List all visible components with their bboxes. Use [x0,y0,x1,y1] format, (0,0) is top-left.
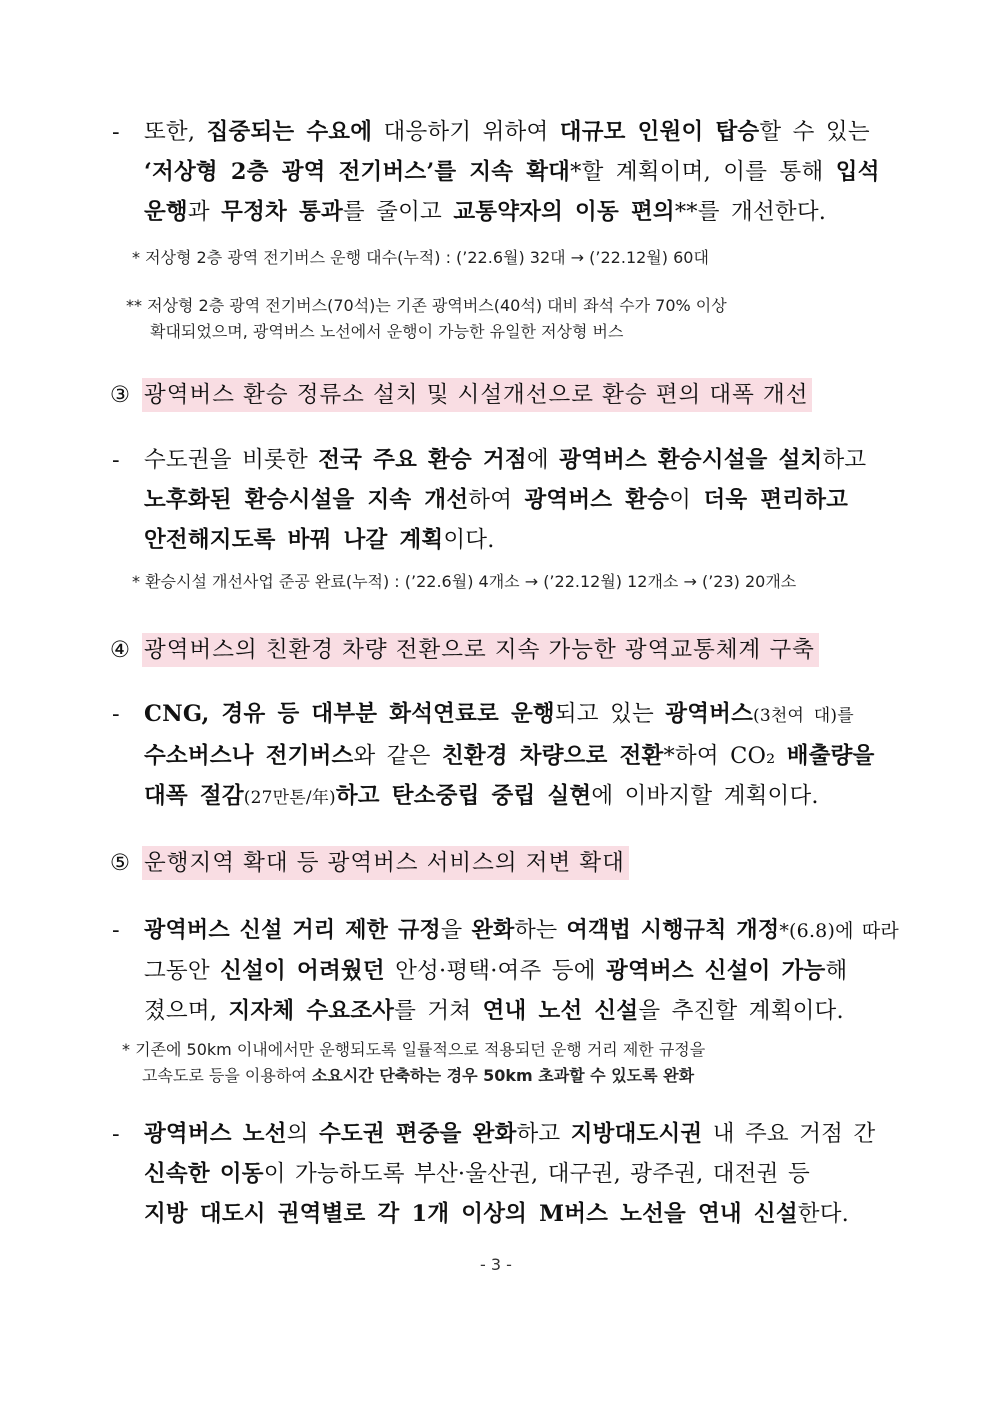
text-run: 하여 [468,487,525,513]
footnote-text: 확대되었으며, 광역버스 노선에서 운행이 가능한 유일한 저상형 버스 [150,322,624,341]
text-line [144,910,900,951]
text-line [144,736,900,776]
dash-bullet: - [112,917,120,943]
footnote-text: 기존에 50km 이내에서만 운행되도록 일률적으로 적용되던 운행 거리 제한 규정을 [135,1040,706,1059]
text-run: 한다. [797,1201,850,1227]
text-run-bold: 수도권 편중을 완화 [318,1121,517,1147]
text-run-bold: 대폭 절감 [144,783,244,809]
footnote-mark: * [122,1040,130,1059]
section-number: ⑤ [109,850,131,876]
text-run-bold: 하고 탄소중립 중립 실현 [335,783,592,809]
footnote-text: 고속도로 등을 이용하여 [142,1066,312,1085]
text-run-bold: 전국 주요 환승 거점 [318,447,527,473]
text-run-bold: 여객법 시행규칙 개정 [566,917,780,943]
footnote-text: 저상형 2층 광역 전기버스 운행 대수(누적) : (’22.6월) 32대 → (’22.12월) 60대 [145,248,709,267]
text-run-bold: 더욱 편리하고 [703,487,849,513]
text-run-bold: 지방대도시권 [570,1121,703,1147]
text-run: *(6.8)에 따라 [779,920,899,942]
text-run: (3천여 대)를 [753,706,854,726]
text-run: 을 [440,918,472,943]
text-line [144,440,900,480]
text-run: 의 [286,1121,319,1147]
text-run: 또한, [144,119,207,145]
footnote-transfer-progress [132,568,796,595]
footnote-bus-count [132,244,709,271]
text-run-bold: 광역버스 환승시설을 설치 [559,447,823,473]
dash-bullet: - [112,701,120,727]
text-run-bold: 집중되는 수요에 [206,119,373,145]
footnote-mark: * [132,248,140,267]
footnote-distance-rule-cont [142,1062,694,1089]
text-run-bold: ‘저상형 2층 광역 전기버스’를 지속 확대 [144,159,571,185]
section-title: 운행지역 확대 등 광역버스 서비스의 저변 확대 [142,846,629,880]
text-run: 과 [187,199,222,225]
text-run-bold: 안전해지도록 바꿔 나갈 계획 [144,527,444,553]
footnote-mark: ** [126,296,142,315]
text-run-bold: 완화 [471,917,515,943]
text-run: 안성·평택·여주 등에 [384,958,607,984]
text-run: 를 줄이고 [342,199,454,225]
text-run: 할 수 있는 [759,119,870,145]
text-run-bold: 대규모 인원이 탑승 [559,119,760,145]
footnote-seat-capacity [126,292,727,319]
section-number: ③ [109,382,131,408]
footnote-seat-capacity-cont [150,318,623,345]
text-run: 내 주요 거점 간 [702,1121,876,1147]
text-run: *할 계획이며, 이를 통해 [570,159,836,185]
text-line [144,112,900,152]
text-run-bold: 지방 대도시 권역별로 각 1개 이상의 M버스 노선을 연내 신설 [144,1201,798,1227]
text-line [144,694,900,736]
text-line [144,192,900,232]
text-run: 와 같은 [353,743,442,769]
dash-bullet: - [112,1121,120,1147]
text-run-bold: 교통약자의 이동 편의 [453,199,675,225]
page-number: - 3 - [480,1255,512,1274]
text-run-bold: 광역버스 신설이 가능 [606,958,826,984]
text-run-bold: 광역버스 노선 [144,1121,287,1147]
section-number: ④ [109,637,131,663]
text-run: 졌으며, [144,998,229,1024]
text-line [144,776,900,818]
text-line [144,1114,900,1154]
text-run: 수도권을 비롯한 [144,447,319,473]
text-line [144,1154,900,1194]
text-run: 하는 [514,918,567,943]
text-run-bold: 배출량을 [786,743,875,769]
text-run: 이다. [443,527,495,553]
text-run-bold: 운행 [144,199,188,225]
text-run: (27만톤/年) [243,788,336,808]
footnote-text-bold: 소요시간 단축하는 경우 50km 초과할 수 있도록 완화 [311,1066,695,1085]
text-run: 에 [526,447,560,473]
footnote-distance-rule [122,1036,705,1063]
text-run-bold: 노후화된 환승시설을 지속 개선 [144,487,469,513]
text-run: 에 이바지할 계획이다. [591,783,819,809]
text-run: 되고 있는 [554,701,666,727]
text-run: 해 [825,958,848,984]
text-run: 이 [669,487,704,513]
text-run: 그동안 [144,958,221,984]
text-line [144,520,900,560]
text-run: *하여 CO₂ [663,743,787,769]
text-line [144,991,900,1031]
text-run-bold: 신설이 어려웠던 [220,958,385,984]
text-line [144,152,900,192]
text-run-bold: 광역버스 환승 [524,487,670,513]
section-title: 광역버스의 친환경 차량 전환으로 지속 가능한 광역교통체계 구축 [142,633,819,667]
text-run-bold: 친환경 차량으로 전환 [441,743,664,769]
text-run-bold: 광역버스 신설 거리 제한 규정 [144,917,441,943]
footnote-text: 저상형 2층 광역 전기버스(70석)는 기존 광역버스(40석) 대비 좌석 수가 70% 이상 [147,296,727,315]
text-run: 을 추진할 계획이다. [638,998,844,1024]
text-run-bold: 광역버스 [665,701,754,727]
text-line [144,1194,900,1234]
text-line [144,951,900,991]
text-run-bold: 수소버스나 전기버스 [144,743,354,769]
footnote-mark: * [132,572,140,591]
text-line [144,480,900,520]
text-run-bold: 신속한 이동 [144,1161,264,1187]
text-run-bold: 입석 [835,159,880,185]
text-run: 하고 [516,1121,571,1147]
text-run: 를 거쳐 [394,998,483,1024]
text-run-bold: CNG, 경유 등 대부분 화석연료로 운행 [144,701,555,727]
text-run-bold: 무정차 통과 [221,199,343,225]
text-run: 하고 [822,447,867,473]
text-run: **를 개선한다. [674,199,827,225]
dash-bullet: - [112,119,120,145]
text-run: 이 가능하도록 부산·울산권, 대구권, 광주권, 대전권 등 [263,1161,810,1187]
dash-bullet: - [112,447,120,473]
section-title: 광역버스 환승 정류소 설치 및 시설개선으로 환승 편의 대폭 개선 [142,378,812,412]
footnote-text: 환승시설 개선사업 준공 완료(누적) : (’22.6월) 4개소 → (’22.12월) 12개소 → (’23) 20개소 [145,572,797,591]
text-run-bold: 연내 노선 신설 [482,998,639,1024]
text-run-bold: 지자체 수요조사 [228,998,395,1024]
text-run: 대응하기 위하여 [372,119,560,145]
